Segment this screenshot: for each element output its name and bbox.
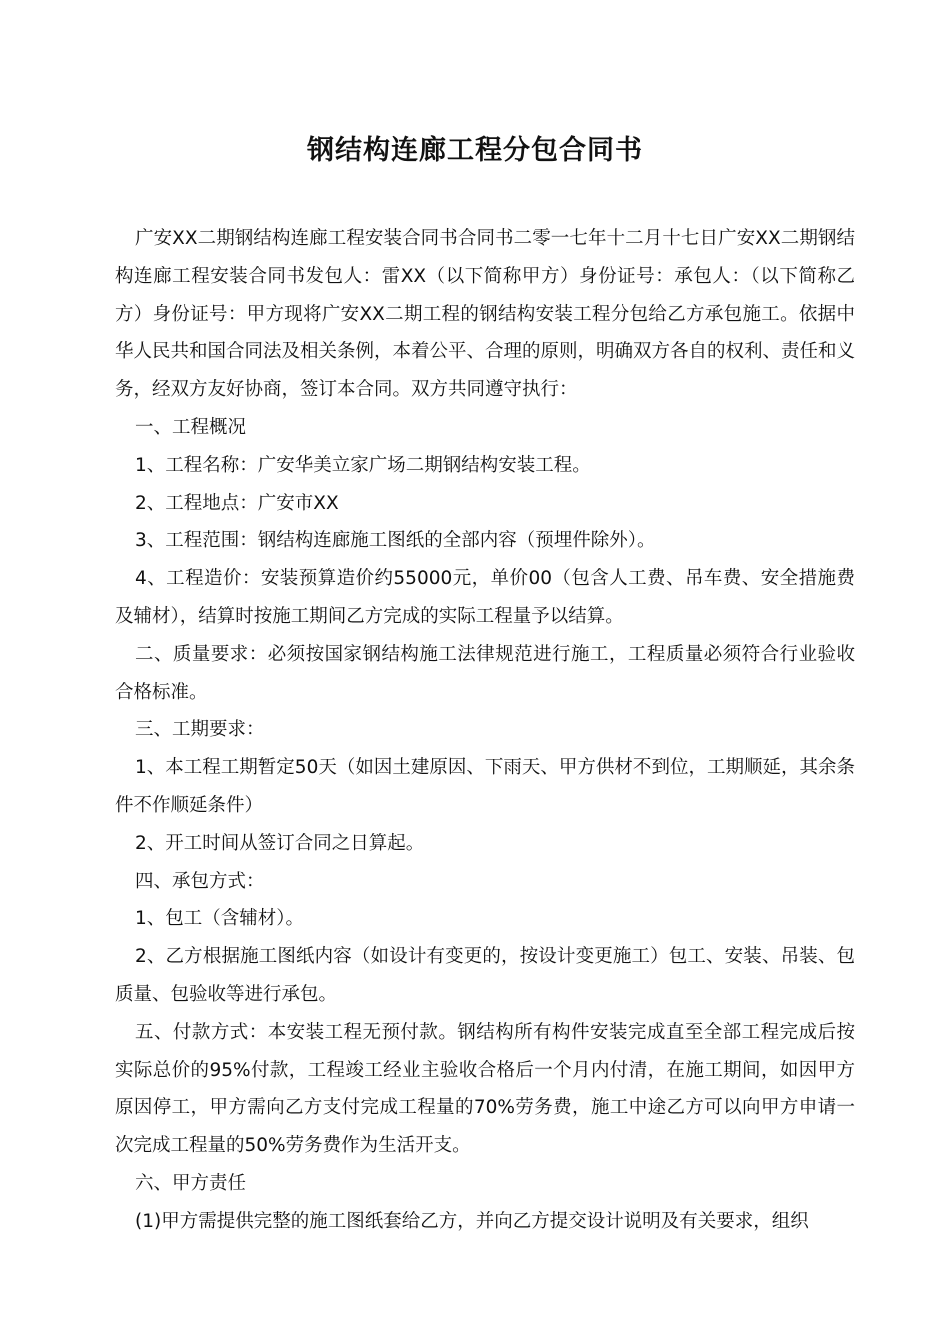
contract-method-heading: 四、承包方式： [135,870,265,892]
party-a-responsibility-item-1: (1)甲方需提供完整的施工图纸套给乙方，并向乙方提交设计说明及有关要求，组织 [135,1210,809,1232]
payment-method-section: 五、付款方式：本安装工程无预付款。钢结构所有构件安装完成直至全部工程完成后按实际总价的95%付款，工程竣工经业主验收合格后一个月内付清，在施工期间，如因甲方原因停工，甲方需向乙方支付完成工程量的70%劳务费，施工中途乙方可以向甲方申请一次完成工程量的50%劳务费作为生活开支。 [115,1021,855,1157]
schedule-duration-item: 1、本工程工期暂定50天（如因土建原因、下雨天、甲方供材不到位，工期顺延，其余条件不作顺延条件） [115,757,855,816]
section-1-heading: 一、工程概况 [135,416,247,438]
schedule-requirements-heading: 三、工期要求： [135,719,265,741]
project-location-item: 2、工程地点：广安市XX [135,492,339,514]
contract-method-item-1: 1、包工（含辅材）。 [135,908,305,930]
contract-method-item-2: 2、乙方根据施工图纸内容（如设计有变更的，按设计变更施工）包工、安装、吊装、包质量、包验收等进行承包。 [115,946,855,1005]
contract-intro-paragraph: 广安XX二期钢结构连廊工程安装合同书合同书二零一七年十二月十七日广安XX二期钢结构连廊工程安装合同书发包人：雷XX（以下简称甲方）身份证号：承包人：（以下简称乙方）身份证号：甲方现将广安XX二期工程的钢结构安装工程分包给乙方承包施工。依据中华人民共和国合同法及相关条例，本着公平、合理的原则，明确双方各自的权利、责任和义务，经双方友好协商，签订本合同。双方共同遵守执行： [115,228,856,401]
document-title: 钢结构连廊工程分包合同书 [307,135,643,166]
quality-requirements-section: 二、质量要求：必须按国家钢结构施工法律规范进行施工，工程质量必须符合行业验收合格标准。 [115,643,855,703]
document-body [115,220,855,1241]
project-name-item: 1、工程名称：广安华美立家广场二期钢结构安装工程。 [135,454,591,476]
project-cost-item: 4、工程造价：安装预算造价约55000元，单价00（包含人工费、吊车费、安全措施费及辅材），结算时按施工期间乙方完成的实际工程量予以结算。 [115,568,855,627]
project-scope-item: 3、工程范围：钢结构连廊施工图纸的全部内容（预埋件除外）。 [135,530,656,552]
party-a-responsibilities-heading: 六、甲方责任 [135,1172,247,1194]
schedule-start-item: 2、开工时间从签订合同之日算起。 [135,832,425,854]
